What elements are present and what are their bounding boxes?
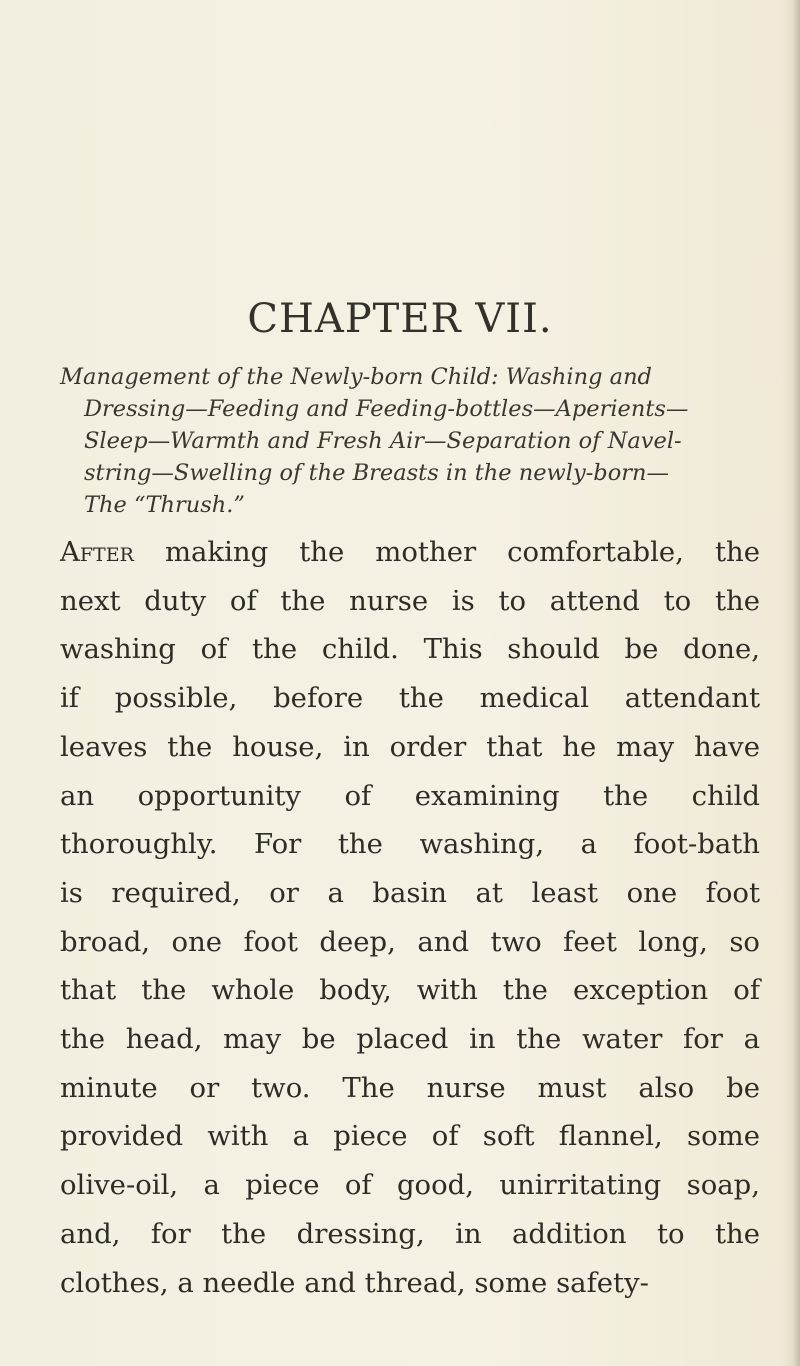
body-line: an opportunity of examining the child — [60, 779, 760, 812]
body-line: minute or two. The nurse must also be — [60, 1071, 760, 1104]
body-line: the head, may be placed in the water for a — [60, 1023, 760, 1056]
body-line: is required, or a basin at least one foot — [60, 876, 760, 909]
body-line: that the whole body, with the exception of — [60, 974, 760, 1007]
body-line: clothes, a needle and thread, some safety- — [60, 1266, 649, 1299]
body-line: washing of the child. This should be done, — [60, 633, 760, 666]
body-line: thoroughly. For the washing, a foot-bath — [60, 828, 760, 861]
opening-line-rest: making the mother comfortable, the — [133, 536, 760, 568]
synopsis-line: Management of the Newly-born Child: Washing and — [60, 364, 652, 390]
body-line: leaves the house, in order that he may have — [60, 730, 760, 763]
synopsis-line: Sleep—Warmth and Fresh Air—Separation of Navel- — [84, 428, 682, 454]
body-line: and, for the dressing, in addition to the — [60, 1217, 760, 1250]
opening-word: After — [60, 536, 134, 568]
body-line: broad, one foot deep, and two feet long, so — [60, 925, 760, 958]
body-paragraph — [60, 528, 760, 1307]
chapter-synopsis — [60, 361, 750, 521]
body-line: next duty of the nurse is to attend to the — [60, 584, 760, 617]
synopsis-line: The “Thrush.” — [84, 492, 245, 518]
body-line: if possible, before the medical attendant — [60, 682, 760, 715]
chapter-title: CHAPTER VII. — [247, 296, 553, 342]
synopsis-line: Dressing—Feeding and Feeding-bottles—Aperients— — [84, 396, 689, 422]
synopsis-line: string—Swelling of the Breasts in the newly-born— — [84, 460, 669, 486]
page-edge-shadow — [782, 0, 800, 1366]
body-line: olive-oil, a piece of good, unirritating soap, — [60, 1169, 760, 1202]
body-line: provided with a piece of soft flannel, some — [60, 1120, 760, 1153]
body-line-first — [60, 528, 760, 577]
